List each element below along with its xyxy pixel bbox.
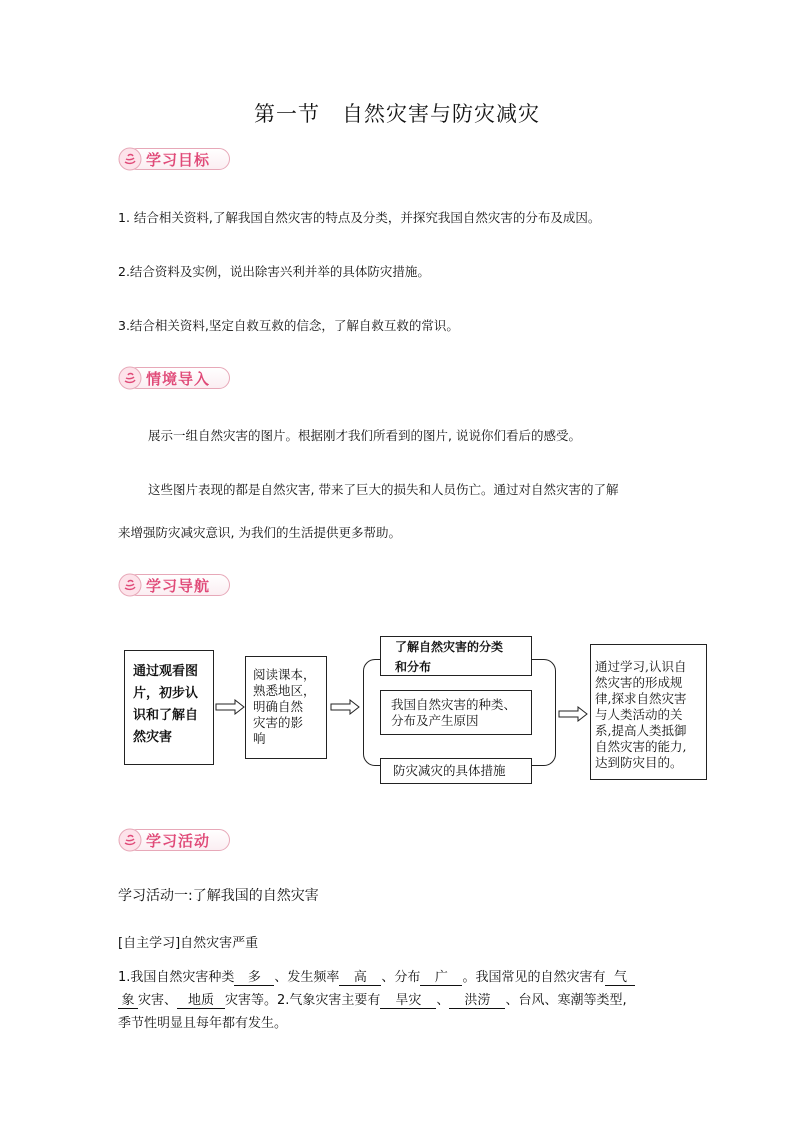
swirl-icon	[118, 366, 142, 390]
intro-paragraph-1: 展示一组自然灾害的图片。根据刚才我们所看到的图片, 说说你们看后的感受。	[148, 428, 581, 443]
flow-box-3c-text: 防灾减灾的具体措施	[393, 763, 506, 778]
text: 、台风、寒潮等类型,	[505, 993, 627, 1008]
flow-box-3b-text: 我国自然灾害的种类、 分布及产生原因	[391, 697, 517, 728]
fill-line-1	[118, 966, 635, 986]
goal-item-1: 1. 结合相关资料,了解我国自然灾害的特点及分类，并探究我国自然灾害的分布及成因。	[118, 210, 601, 225]
badge-label: 情境导入	[146, 370, 211, 388]
intro-paragraph-2b: 来增强防灾减灾意识, 为我们的生活提供更多帮助。	[118, 525, 401, 540]
flow-box-3b	[380, 690, 532, 735]
badge-label: 学习活动	[146, 832, 211, 850]
answer-blank: 高	[339, 966, 381, 986]
flow-box-2-text: 阅读课本， 熟悉地区， 明确自然 灾害的影 响	[253, 667, 316, 746]
goal-item-2: 2.结合资料及实例，说出除害兴利并举的具体防灾措施。	[118, 264, 430, 279]
answer-blank: 广	[420, 966, 462, 986]
text: 灾害等。2.气象灾害主要有	[225, 993, 381, 1008]
answer-blank: 象	[118, 989, 138, 1009]
badge-label: 学习目标	[146, 151, 211, 169]
answer-blank: 气	[605, 966, 635, 986]
flow-box-1-text: 通过观看图 片，初步认 识和了解自 然灾害	[133, 664, 199, 745]
flow-box-3a-text: 了解自然灾害的分类 和分布	[395, 640, 504, 674]
arrow-icon	[330, 699, 360, 715]
answer-blank: 多	[234, 966, 274, 986]
text: 、	[436, 993, 450, 1008]
swirl-icon	[118, 828, 142, 852]
answer-blank: 地质	[177, 989, 225, 1009]
flow-box-1	[124, 650, 214, 765]
text: 、发生频率	[274, 970, 340, 985]
activity-subheading: [自主学习]自然灾害严重	[118, 936, 259, 951]
answer-blank: 旱灾	[380, 989, 436, 1009]
badge-label: 学习导航	[146, 577, 211, 595]
fill-line-2	[118, 989, 627, 1009]
answer-blank: 洪涝	[449, 989, 505, 1009]
text: 、分布	[381, 970, 421, 985]
flow-box-2	[245, 656, 327, 759]
flow-box-4	[590, 644, 707, 780]
goal-item-3: 3.结合相关资料,坚定自救互救的信念，了解自救互救的常识。	[118, 318, 459, 333]
text: 灾害、	[138, 993, 178, 1008]
flow-box-4-text: 通过学习,认识自 然灾害的形成规 律,探求自然灾害 与人类活动的关 系,提高人类抵御 自然灾害的能力, 达到防灾目的。	[595, 659, 687, 770]
text: 1.我国自然灾害种类	[118, 970, 235, 985]
text: 。我国常见的自然灾害有	[462, 970, 606, 985]
swirl-icon	[118, 573, 142, 597]
arrow-icon	[558, 706, 588, 722]
arrow-icon	[215, 699, 245, 715]
flow-box-3c	[380, 758, 532, 784]
page-title: 第一节 自然灾害与防灾减灾	[254, 102, 540, 126]
swirl-icon	[118, 147, 142, 171]
fill-line-3: 季节性明显且每年都有发生。	[118, 1016, 288, 1031]
flow-box-3a	[380, 636, 532, 676]
activity-heading: 学习活动一:了解我国的自然灾害	[118, 888, 319, 904]
intro-paragraph-2a: 这些图片表现的都是自然灾害, 带来了巨大的损失和人员伤亡。通过对自然灾害的了解	[148, 482, 619, 497]
